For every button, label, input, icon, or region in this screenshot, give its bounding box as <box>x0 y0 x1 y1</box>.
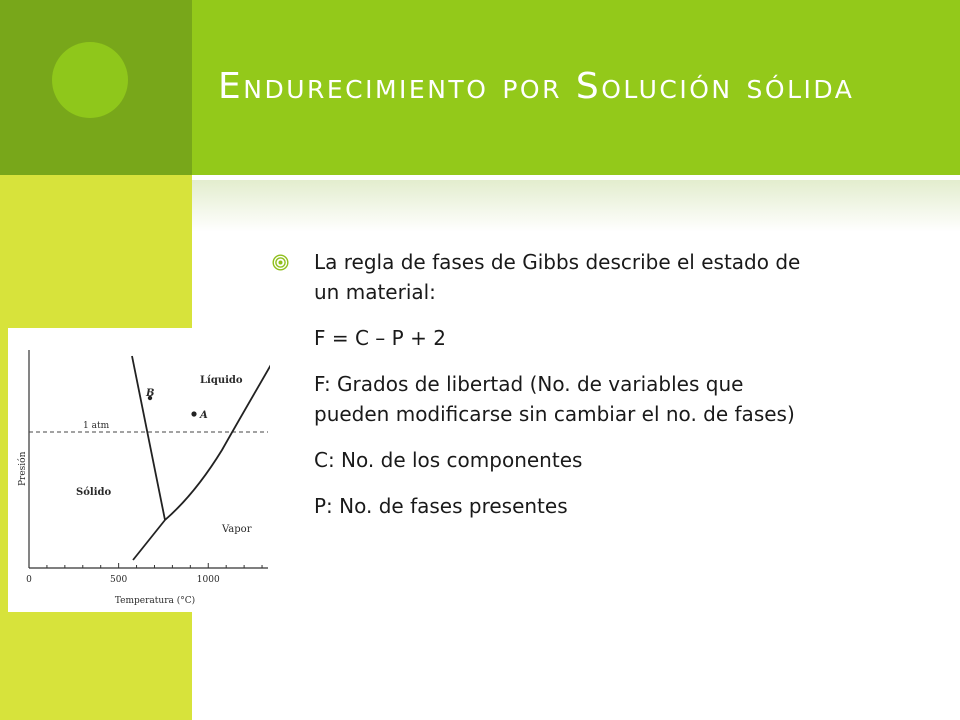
point-b-label: B <box>146 388 155 399</box>
decorative-circle <box>52 42 128 118</box>
slide-body <box>272 247 912 521</box>
title-gradient <box>192 180 960 232</box>
vapor-region-label: Vapor <box>222 524 252 535</box>
x-tick-labels <box>26 575 220 585</box>
c-definition: C: No. de los componentes <box>314 448 583 472</box>
phase-diagram <box>8 328 270 612</box>
x-tick-marks <box>29 563 262 568</box>
phase-diagram-figure <box>8 328 270 612</box>
formula-text: F = C – P + 2 <box>314 326 446 350</box>
pressure-line-label: 1 atm <box>83 421 110 431</box>
x-axis-label: Temperatura (°C) <box>114 596 196 606</box>
point-a-marker <box>191 411 196 416</box>
melting-curve <box>132 356 165 520</box>
sublimation-curve <box>133 520 165 560</box>
f-definition <box>272 369 912 429</box>
x-tick-label: 500 <box>110 575 128 585</box>
f-definition-line-2: pueden modificarse sin cambiar el no. de fases) <box>314 402 795 426</box>
y-axis-label: Presión <box>18 451 28 486</box>
point-a-label: A <box>200 410 208 421</box>
x-tick-label: 1000 <box>196 575 220 585</box>
bullet-line-2: un material: <box>314 280 436 304</box>
bullet-item <box>272 247 912 307</box>
solid-region-label: Sólido <box>76 487 112 498</box>
p-definition: P: No. de fases presentes <box>314 494 568 518</box>
ring-bullet-icon <box>272 254 289 271</box>
bullet-line-1: La regla de fases de Gibbs describe el estado de <box>314 250 801 274</box>
slide-title: Endurecimiento por Solución sólida <box>218 66 855 107</box>
x-tick-label: 0 <box>26 575 32 585</box>
liquid-region-label: Líquido <box>200 375 243 386</box>
f-definition-line-1: F: Grados de libertad (No. de variables que <box>314 372 744 396</box>
